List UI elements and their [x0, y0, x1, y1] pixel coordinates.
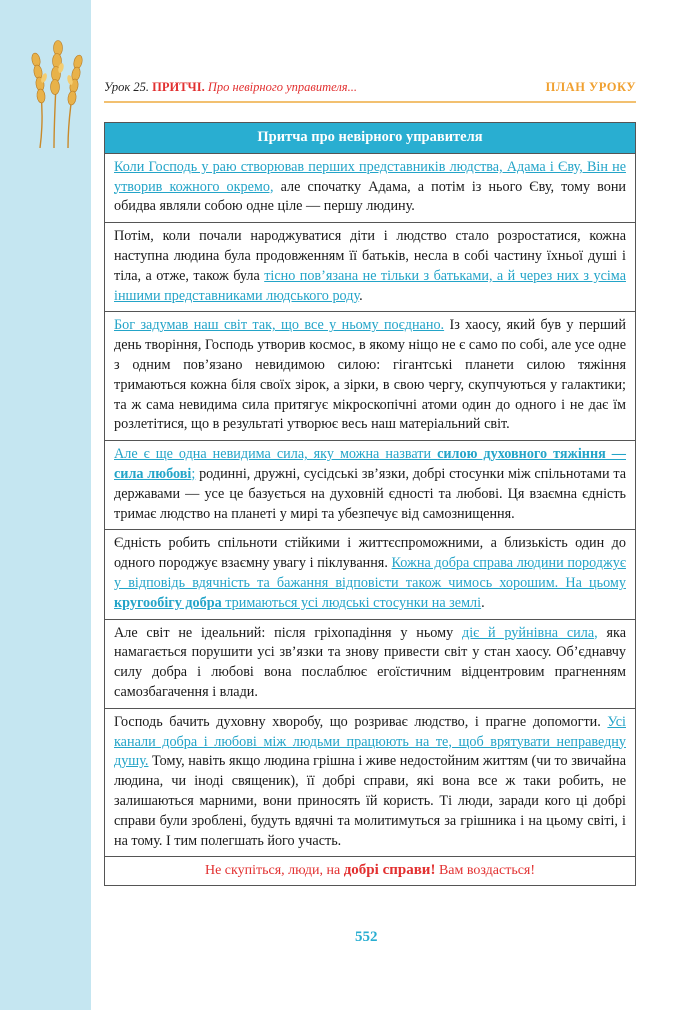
running-title	[104, 80, 357, 95]
motto-text: Не скупіться, люди, на	[204, 863, 344, 879]
header-divider	[104, 101, 636, 103]
paragraph-text: Тому, навіть якщо людина грішна і живе недостойним життям (чи то звичайна людина, чи іноді священик), її добрі справи, які вона все ж таки робить, не залишаються марними, вони приносять їй користь. Ті люди, заради кого ці добрі справи були зроблені, будуть вдячні та молитимуться за грішника і на цьому світі, і на тому. І тим полегшать його участь.	[114, 753, 626, 849]
paragraph-text: Господь бачить духовну хворобу, що розриває людство, і прагне допомогти.	[114, 713, 608, 730]
table-title: Притча про невірного управителя	[105, 123, 636, 154]
table-row	[105, 223, 636, 312]
paragraph-6	[105, 619, 636, 708]
highlight-text: ;	[191, 465, 196, 482]
highlight-text: Бог задумав наш світ так, що все у ньому поєднано.	[114, 317, 445, 334]
paragraph-5	[105, 530, 636, 619]
highlight-text: Кожна добра справа людини породжує у відповідь вдячність та бажання відповісти також чимось хорошим. На цьому	[114, 555, 626, 591]
paragraph-text: Єдність робить спільноти стійкими і життєспроможними, а близькість один до одного породжує взаємну увагу і піклування.	[114, 535, 626, 572]
paragraph-text: але спочатку Адама, а потім із нього Єву, тому вони обидва являли собою одне ціле — першу людину.	[114, 178, 626, 215]
paragraph-text: .	[481, 594, 485, 611]
paragraph-text: яка намагається порушити усі зв’язки та знову привести світ у стан хаосу. Об’єднавчу силу добра і любові вона послаблює егоїстичним відцентровим прагненням самозбагачення і влади.	[114, 624, 626, 700]
paragraph-1	[105, 153, 636, 222]
highlight-text: Усі канали добра і любові між людьми працюють на те, щоб врятувати неправедну душу.	[114, 713, 626, 770]
paragraph-text: Із хаосу, який був у перший день творіння, Господь утворив космос, в якому ніщо не є само по собі, але усе одне з одним пов’язано невидимою силою: гігантські планети силою тяжіння тримаються кожна біля своїх зірок, а зірки, в свою чергу, скупчуються у галактики; та ж сама невидима сила притягує мікроскопічні атоми один до одного і не дає їм розлетітися, що в результаті утворює весь наш матеріальний світ.	[114, 317, 626, 433]
paragraph-4	[105, 441, 636, 530]
page-number: 552	[355, 929, 378, 945]
lesson-plan-table	[104, 122, 636, 886]
table-row	[105, 441, 636, 530]
table-row	[105, 708, 636, 857]
section-label: ПЛАН УРОКУ	[545, 80, 636, 94]
page-header	[104, 80, 636, 102]
paragraph-text: Потім, коли почали народжуватися діти і людство стало розростатися, кожна наступна людина була продовженням її батьків, несла в собі частину їхньої душі і тіла, а отже, також була	[114, 228, 626, 284]
paragraph-text: родинні, дружні, сусідські зв’язки, добрі стосунки між спільнотами та державами — усе це базується на духовній єдності та любові. Ця взаємна єдність тримає людство на планеті у мирі та убезпечує від самознищення.	[114, 465, 626, 522]
lesson-subtitle: Про невірного управителя...	[207, 80, 357, 94]
footer-motto	[105, 857, 636, 886]
highlight-bold-text: силою духовного тяжіння — сила любові	[114, 446, 626, 482]
table-row	[105, 153, 636, 222]
paragraph-2	[105, 223, 636, 312]
highlight-bold-text: кругообігу добра	[114, 594, 222, 611]
wheat-ears-icon	[28, 38, 86, 148]
table-title-row	[105, 123, 636, 154]
motto-emphasis: добрі справи!	[343, 862, 436, 879]
table-footer-row	[105, 857, 636, 886]
motto-text: Вам воздасться!	[435, 863, 536, 879]
highlight-text: діє й руйнівна сила,	[461, 624, 598, 641]
paragraph-text: .	[359, 287, 363, 304]
paragraph-7	[105, 708, 636, 857]
lesson-topic: ПРИТЧІ.	[152, 80, 205, 94]
highlight-text: Але є ще одна невидима сила, яку можна назвати	[114, 446, 438, 463]
highlight-text: тісно пов’язана не тільки з батьками, а й через них з усіма іншими представниками людського роду	[114, 267, 626, 304]
table-row	[105, 530, 636, 619]
lesson-number: Урок 25.	[104, 80, 150, 94]
highlight-text: тримаються усі людські стосунки на землі	[221, 594, 482, 611]
side-strip	[0, 0, 91, 1010]
highlight-text: Коли Господь у раю створював перших представників людства, Адама і Єву, Він не утворив кожного окремо,	[114, 158, 626, 195]
table-row	[105, 619, 636, 708]
table-row	[105, 312, 636, 441]
paragraph-text: Але світ не ідеальний: після гріхопадіння у ньому	[114, 624, 462, 641]
paragraph-3	[105, 312, 636, 441]
